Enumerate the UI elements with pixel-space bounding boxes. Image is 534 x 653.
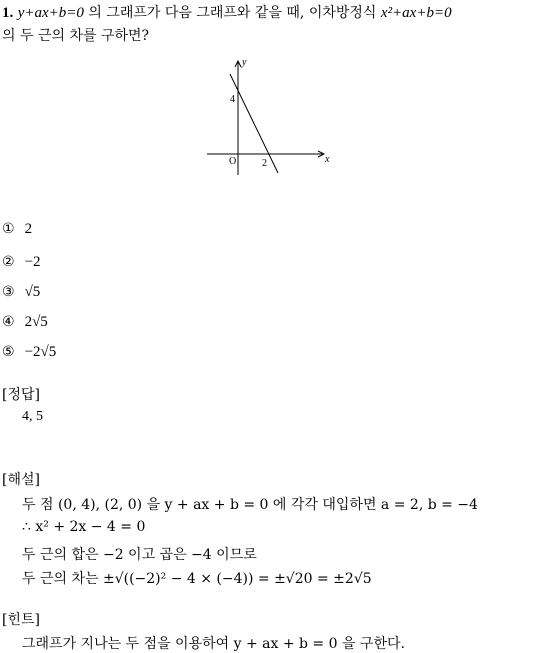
hint-heading: [힌트] <box>2 612 40 628</box>
question-line-1 <box>2 2 452 22</box>
choice-3-mark: ③ <box>2 284 15 300</box>
origin-label: O <box>229 156 237 167</box>
choice-5-mark: ⑤ <box>2 344 15 360</box>
choice-1-mark: ① <box>2 221 15 237</box>
x-axis-label: x <box>325 154 330 165</box>
choice-5[interactable] <box>2 342 56 361</box>
graph-line <box>230 74 278 173</box>
hint-text: 그래프가 지나는 두 점을 이용하여 y + ax + b = 0 을 구한다. <box>22 636 405 652</box>
choice-2[interactable] <box>2 252 41 271</box>
explanation-line-4: 두 근의 차는 ±√((−2)² − 4 × (−4)) = ±√20 = ±2√5 <box>22 571 372 587</box>
answer-heading: [정답] <box>2 387 40 403</box>
y-axis-label: y <box>242 57 247 68</box>
choice-1-text: 2 <box>24 221 33 237</box>
x-intercept-label: 2 <box>262 158 267 169</box>
choice-2-mark: ② <box>2 254 15 270</box>
explanation-heading: [해설] <box>2 472 40 488</box>
question-equation-linear: y+ax+b=0 <box>17 5 84 21</box>
choice-2-text: −2 <box>24 254 41 270</box>
question-number: 1. <box>2 5 14 21</box>
choice-3[interactable] <box>2 282 40 301</box>
explanation-line-3: 두 근의 합은 −2 이고 곱은 −4 이므로 <box>22 547 257 563</box>
choice-3-text: √5 <box>24 284 41 300</box>
choice-4[interactable] <box>2 312 48 331</box>
choice-5-text: −2√5 <box>24 344 57 360</box>
line-graph <box>205 57 335 182</box>
answer-value: 4, 5 <box>22 409 43 424</box>
y-intercept-label: 4 <box>230 94 235 105</box>
choice-1[interactable] <box>2 219 32 238</box>
question-text: 의 그래프가 다음 그래프와 같을 때, 이차방정식 <box>83 5 381 21</box>
choice-4-text: 2√5 <box>24 314 48 330</box>
question-line-2: 의 두 근의 차를 구하면? <box>2 28 150 44</box>
question-equation-quadratic: x²+ax+b=0 <box>380 5 452 21</box>
explanation-line-1: 두 점 (0, 4), (2, 0) 을 y + ax + b = 0 에 각각 대입하면 a = 2, b = −4 <box>22 497 478 513</box>
choice-4-mark: ④ <box>2 314 15 330</box>
explanation-line-2: ∴ x² + 2x − 4 = 0 <box>22 519 146 535</box>
